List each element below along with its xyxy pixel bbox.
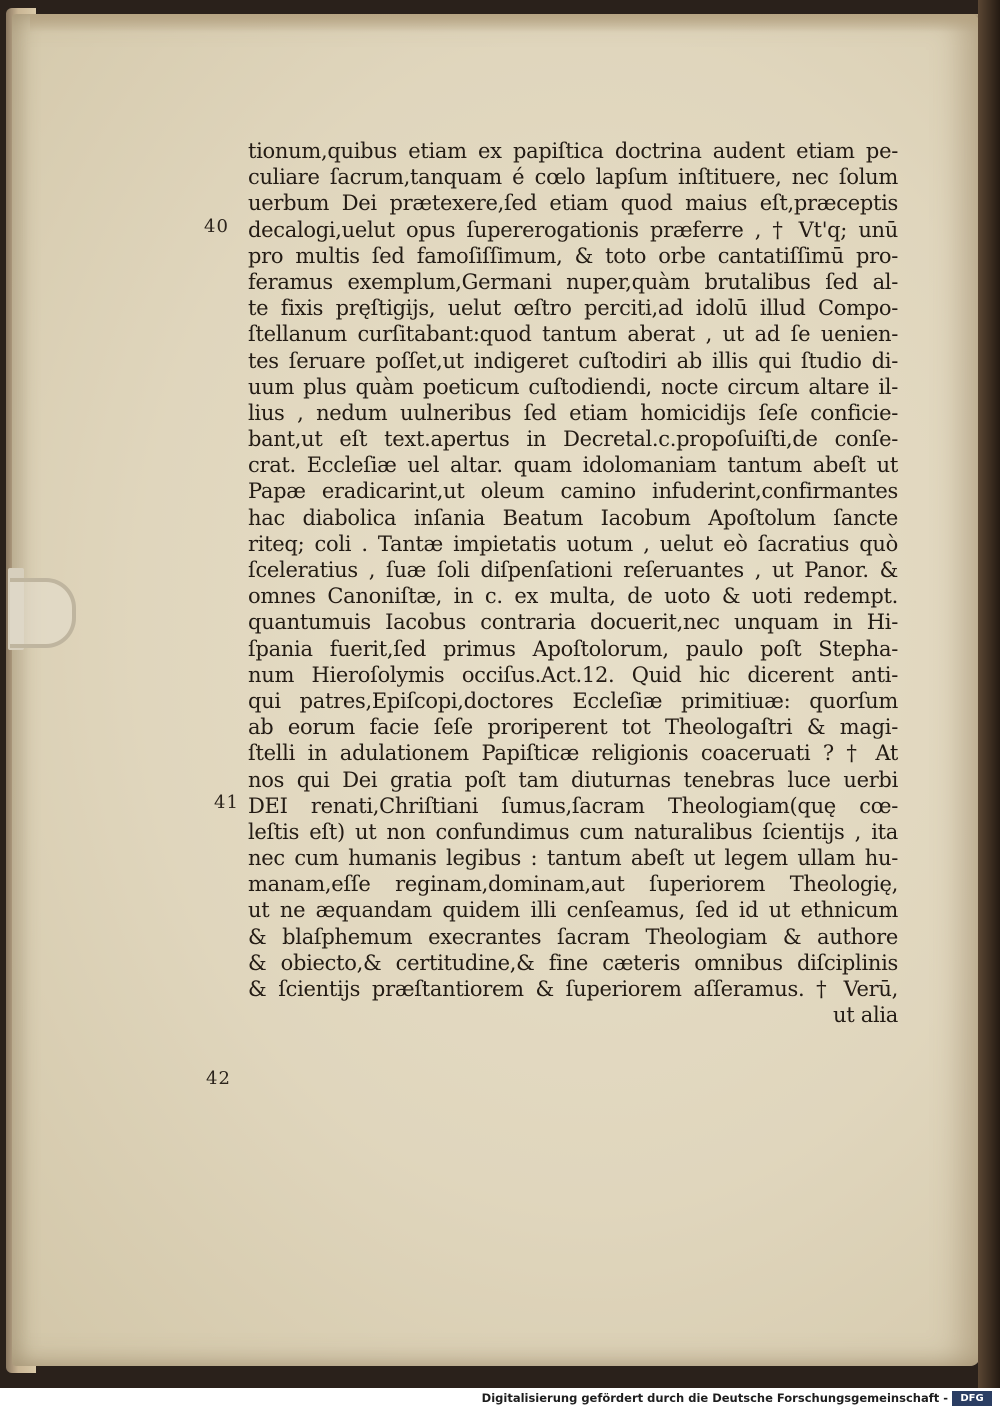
text-line: uerbum Dei prætexere,ſed etiam quod maius eſt,præceptis	[248, 191, 898, 216]
text-line: tes ſeruare poſſet,ut indigeret cuſtodiri ab illis qui ſtudio di-	[248, 348, 898, 373]
body-text	[248, 138, 898, 1028]
text-line: quantumuis Iacobus contraria docuerit,nec unquam in Hi-	[248, 610, 898, 635]
page-top-shadow	[30, 14, 980, 32]
text-line: riteq; coli . Tantæ impietatis uotum , uelut eò ſacratius quò	[248, 531, 898, 556]
text-line: pro multis ſed famoſiſſimum, & toto orbe cantatiſſimū pro-	[248, 243, 898, 268]
page-clip	[10, 578, 76, 648]
text-line: te fixis pręſtigijs, uelut œſtro perciti,ad idolū illud Compo-	[248, 296, 898, 321]
text-line: & blaſphemum execrantes ſacram Theologiam & authore	[248, 924, 898, 949]
text-line: omnes Canoniſtæ, in c. ex multa, de uoto & uoti redempt.	[248, 584, 898, 609]
text-line: Papæ eradicarint,ut oleum camino infuderint,confirmantes	[248, 479, 898, 504]
catchword: ut alia	[832, 1003, 898, 1028]
text-line: leſtis eſt) ut non confundimus cum naturalibus ſcientijs , ita	[248, 819, 898, 844]
text-line: ſtelli in adulationem Papiſticæ religionis coaceruati ? † At	[248, 741, 898, 766]
margin-number: 42	[206, 1068, 231, 1089]
text-line: hac diabolica inſania Beatum Iacobum Apoſtolum ſancte	[248, 505, 898, 530]
text-line: ſpania fuerit,ſed primus Apoſtolorum, paulo poſt Stepha-	[248, 636, 898, 661]
footer-bar	[0, 1388, 1000, 1410]
text-line: manam,eſſe reginam,dominam,aut ſuperiorem Theologię,	[248, 872, 898, 897]
right-binding-shadow	[978, 0, 1000, 1388]
text-line: crat. Eccleſiæ uel altar. quam idolomaniam tantum abeſt ut	[248, 453, 898, 478]
text-line: qui patres,Epiſcopi,doctores Eccleſiæ primitiuæ: quorſum	[248, 688, 898, 713]
text-line: ab eorum facie ſeſe proriperent tot Theologaſtri & magi-	[248, 715, 898, 740]
text-line: & obiecto,& certitudine,& fine cæteris omnibus diſciplinis	[248, 950, 898, 975]
text-line: DEI renati,Chriſtiani ſumus,ſacram Theologiam(quę cœ-	[248, 793, 898, 818]
margin-number: 41	[214, 792, 239, 813]
text-line: nos qui Dei gratia poſt tam diuturnas tenebras luce uerbi	[248, 767, 898, 792]
text-line: decalogi,uelut opus ſupererogationis præferre , † Vt'q; unū	[248, 217, 898, 242]
dfg-logo: DFG	[952, 1391, 992, 1406]
text-line: ſtellanum curſitabant:quod tantum aberat , ut ad ſe uenien-	[248, 322, 898, 347]
margin-number: 40	[204, 216, 229, 237]
text-line: & ſcientijs præſtantiorem & ſuperiorem aſſeramus. † Verū,	[248, 977, 898, 1001]
digitization-credit: Digitalisierung gefördert durch die Deutsche Forschungsgemeinschaft -	[481, 1391, 948, 1405]
text-line: uum plus quàm poeticum cuſtodiendi, nocte circum altare il-	[248, 374, 898, 399]
text-line: feramus exemplum,Germani nuper,quàm brutalibus ſed al-	[248, 269, 898, 294]
text-line: tionum,quibus etiam ex papiſtica doctrina audent etiam pe-	[248, 139, 898, 163]
text-line: ut ne æquandam quidem illi cenſeamus, ſed id ut ethnicum	[248, 898, 898, 923]
text-line: num Hieroſolymis occiſus.Act.12. Quid hic dicerent anti-	[248, 662, 898, 687]
text-line: culiare ſacrum,tanquam é cœlo lapſum inſtituere, nec ſolum	[248, 165, 898, 190]
text-line: lius , nedum uulneribus ſed etiam homicidijs ſeſe conficie-	[248, 400, 898, 425]
show-through-ghost	[262, 1098, 622, 1118]
text-line: ſceleratius , ſuæ ſoli diſpenſationi reſeruantes , ut Panor. &	[248, 558, 898, 582]
text-line: nec cum humanis legibus : tantum abeſt ut legem ullam hu-	[248, 846, 898, 871]
text-line: bant,ut eſt text.apertus in Decretal.c.propoſuiſti,de conſe-	[248, 427, 898, 452]
